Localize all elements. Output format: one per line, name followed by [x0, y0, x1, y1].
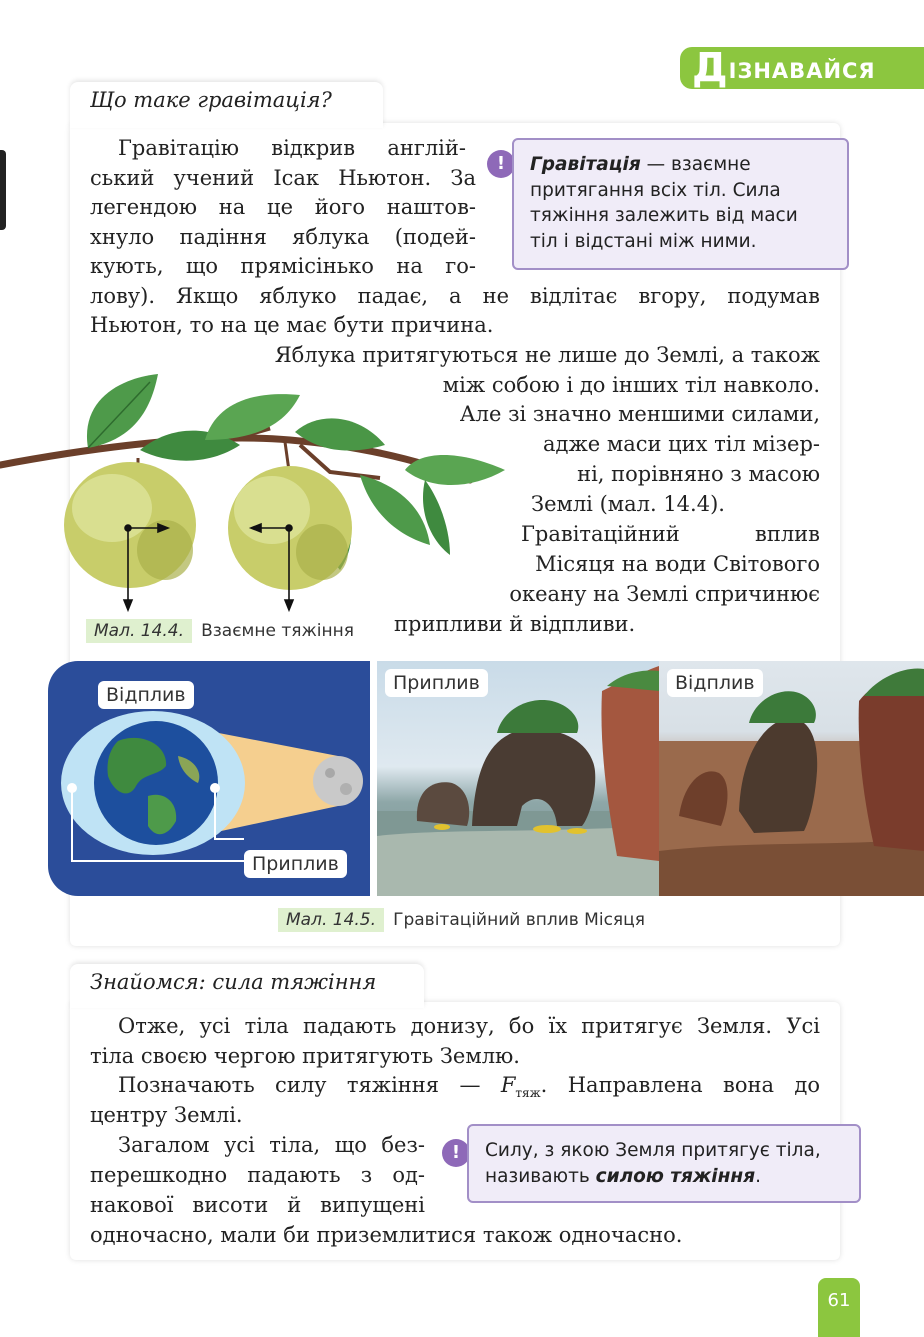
text-line: ський учений Ісак Ньютон. За — [90, 166, 476, 190]
callout-term: Гравітація — [530, 154, 641, 175]
apples-illustration — [0, 370, 520, 630]
callout-term: силою тяжіння — [595, 1165, 756, 1187]
figure-caption — [86, 621, 354, 641]
text-line: Гравітацію відкрив англій- — [118, 136, 466, 160]
badge-initial: Д — [692, 45, 728, 91]
text-line: лову). Якщо яблуко падає, а не відлітає вгору, подумав — [90, 284, 820, 308]
diagram-label-low-tide: Відплив — [98, 681, 194, 709]
photo-label-low-tide: Відплив — [667, 669, 763, 697]
text-line: адже маси цих тіл мізер- — [543, 432, 820, 456]
leaf-icon — [87, 374, 158, 448]
callout-text: Силу, з якою Земля притягує тіла, називають — [485, 1140, 821, 1187]
text-line: Але зі значно меншими силами, — [459, 402, 820, 426]
callout-text: — взаємне притягання всіх тіл. Сила тяжіння залежить від маси тіл і відстані між ними. — [530, 154, 798, 252]
text-fragment: Позначають силу тяжіння — — [118, 1073, 501, 1097]
section-title: Що таке гравітація? — [70, 82, 383, 128]
definition-callout — [467, 1124, 861, 1203]
text-line: океану на Землі спричинює — [509, 582, 820, 606]
moon-icon — [313, 756, 363, 806]
text-line: хнуло падіння яблука (подей- — [90, 225, 476, 249]
text-line: Яблука притягуються не лише до Землі, а також — [274, 343, 820, 367]
text-line: тіла своєю чергою притягують Землю. — [90, 1044, 520, 1068]
text-line: Гравітаційний вплив — [521, 522, 820, 546]
figure-caption — [278, 910, 645, 930]
text-line: ні, порівняно з масою — [577, 462, 820, 486]
photo-low-tide — [659, 661, 924, 896]
section-badge — [680, 47, 924, 89]
figure-caption-text: Гравітаційний вплив Місяця — [393, 910, 645, 930]
text-line: між собою і до інших тіл навколо. — [442, 373, 820, 397]
text-line: легендою на це його наштов- — [90, 195, 476, 219]
leaf-icon — [405, 455, 505, 485]
figure-label: Мал. 14.5. — [278, 908, 384, 932]
badge-text: ІЗНАВАЙСЯ — [728, 59, 876, 83]
diagram-label-high-tide: Приплив — [244, 850, 347, 878]
edge-marker — [0, 150, 6, 230]
text-line: Ньютон, то на це має бути причина. — [90, 313, 494, 337]
text-line: припливи й відпливи. — [394, 612, 636, 636]
photo-high-tide — [377, 661, 659, 896]
text-line: одночасно, мали би приземлитися також одночасно. — [90, 1223, 683, 1247]
force-symbol: F — [500, 1073, 516, 1097]
text-line: кують, що прямісінько на го- — [90, 254, 476, 278]
figure-caption-text: Взаємне тяжіння — [201, 621, 354, 641]
leaf-icon — [205, 394, 300, 440]
photo-label-high-tide: Приплив — [385, 669, 488, 697]
section-title: Знайомся: сила тяжіння — [70, 964, 424, 1008]
figure-label: Мал. 14.4. — [86, 619, 192, 643]
leaf-icon — [360, 475, 430, 545]
earth-icon — [94, 721, 218, 845]
text-line: Місяця на води Світового — [535, 552, 820, 576]
text-line: Землі (мал. 14.4). — [531, 492, 725, 516]
exclamation-icon: ! — [442, 1139, 470, 1167]
text-fragment: . Направлена вона до — [540, 1073, 820, 1097]
force-subscript: тяж — [515, 1086, 541, 1101]
text-line: накової висоти й випущені — [90, 1193, 425, 1217]
text-line: центру Землі. — [90, 1103, 243, 1127]
callout-text: . — [755, 1165, 761, 1187]
page-number: 61 — [818, 1278, 860, 1337]
text-line: перешкодно падають з од- — [90, 1163, 425, 1187]
leaf-icon — [295, 418, 385, 450]
text-line: Загалом усі тіла, що без- — [118, 1133, 425, 1157]
definition-callout — [512, 138, 849, 270]
exclamation-icon: ! — [487, 150, 515, 178]
tide-diagram — [48, 661, 370, 896]
text-line: Отже, усі тіла падають донизу, бо їх притягує Земля. Усі — [118, 1014, 820, 1038]
